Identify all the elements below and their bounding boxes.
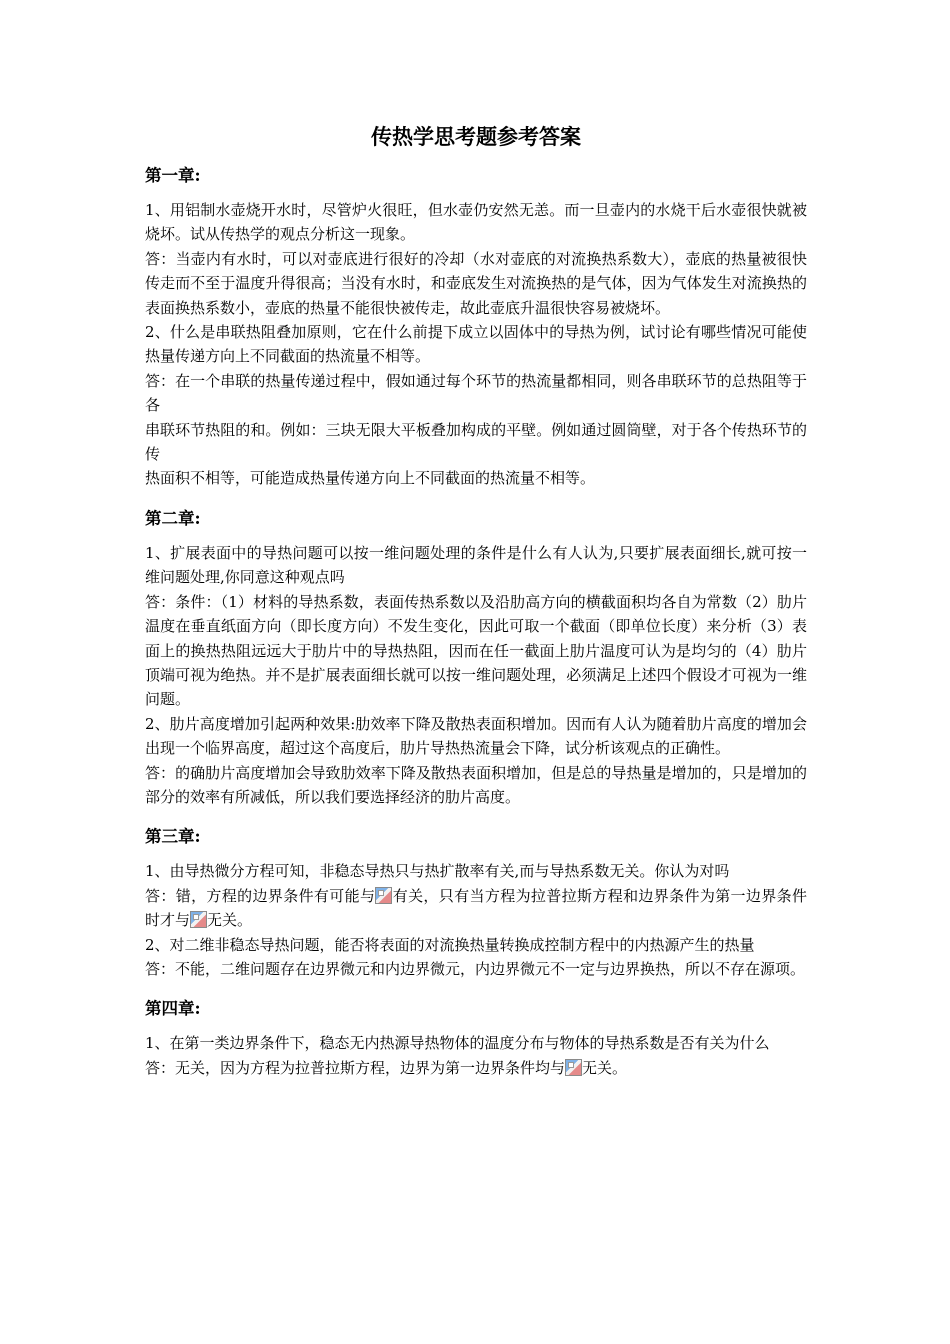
chapter-2-answer-2: 答：的确肋片高度增加会导致肋效率下降及散热表面积增加，但是总的导热量是增加的，只是增加的部分的效率有所减低，所以我们要选择经济的肋片高度。: [145, 763, 807, 806]
chapter-2-question-1: 1、扩展表面中的导热问题可以按一维问题处理的条件是什么有人认为,只要扩展表面细长,就可按一维问题处理,你同意这种观点吗: [145, 543, 807, 587]
chapter-4-heading: 第四章:: [145, 999, 201, 1019]
broken-image-icon: [565, 1059, 582, 1076]
chapter-2-answer-1: 答：条件：（1）材料的导热系数，表面传热系数以及沿肋高方向的横截面积均各自为常数（2）肋片温度在垂直纸面方向（即长度方向）不发生变化，因此可取一个截面（即单位长度）来分析（3）表面上的换热热阻远远大于肋片中的导热热阻，因而在任一截面上肋片温度可认为是均匀的（4）肋片顶端可视为绝热。并不是扩展表面细长就可以按一维问题处理，必须满足上述四个假设才可视为一维问题。: [145, 592, 807, 709]
document-page: [145, 122, 807, 1080]
chapter-3-question-2: 2、对二维非稳态导热问题，能否将表面的对流换热量转换成控制方程中的内热源产生的热量: [145, 935, 755, 954]
broken-image-icon: [375, 887, 392, 904]
chapter-3-question-1: 1、由导热微分方程可知，非稳态导热只与热扩散率有关,而与导热系数无关。你认为对吗: [145, 862, 730, 881]
chapter-2-heading: 第二章:: [145, 508, 201, 528]
chapter-1-answer-2-line-2: 串联环节热阻的和。例如：三块无限大平板叠加构成的平壁。例如通过圆筒壁，对于各个传热环节的传: [145, 420, 807, 464]
chapter-2-question-2: 2、肋片高度增加引起两种效果:肋效率下降及散热表面积增加。因而有人认为随着肋片高度的增加会出现一个临界高度，超过这个高度后，肋片导热热流量会下降，试分析该观点的正确性。: [145, 714, 807, 758]
broken-image-icon: [190, 911, 207, 928]
chapter-1-answer-1: 答：当壶内有水时，可以对壶底进行很好的冷却（水对壶底的对流换热系数大），壶底的热量被很快传走而不至于温度升得很高；当没有水时，和壶底发生对流换热的是气体，因为气体发生对流换热的表面换热系数小，壶底的热量不能很快被传走，故此壶底升温很快容易被烧坏。: [145, 249, 807, 317]
chapter-1-question-2: 2、什么是串联热阻叠加原则，它在什么前提下成立以固体中的导热为例，试讨论有哪些情况可能使热量传递方向上不同截面的热流量不相等。: [145, 323, 807, 366]
chapter-1-answer-2-line-1: 答：在一个串联的热量传递过程中，假如通过每个环节的热流量都相同，则各串联环节的总热阻等于各: [145, 371, 807, 415]
chapter-1-answer-2-line-3: 热面积不相等，可能造成热量传递方向上不同截面的热流量不相等。: [145, 469, 596, 488]
document-title: 传热学思考题参考答案: [371, 124, 581, 149]
chapter-1-question-1: 1、用铝制水壶烧开水时，尽管炉火很旺，但水壶仍安然无恙。而一旦壶内的水烧干后水壶很快就被烧坏。试从传热学的观点分析这一现象。: [145, 201, 807, 244]
chapter-4-question-1: 1、在第一类边界条件下，稳态无内热源导热物体的温度分布与物体的导热系数是否有关为什么: [145, 1034, 770, 1053]
chapter-3-answer-1: 答：错，方程的边界条件有可能与 有关，只有当方程为拉普拉斯方程和边界条件为第一边界条件时才与 无关。: [145, 886, 807, 930]
chapter-3-heading: 第三章:: [145, 827, 201, 847]
chapter-4-answer-1: 答：无关，因为方程为拉普拉斯方程，边界为第一边界条件均与 无关。: [145, 1058, 628, 1077]
chapter-3-answer-2: 答：不能，二维问题存在边界微元和内边界微元，内边界微元不一定与边界换热，所以不存在源项。: [145, 959, 806, 978]
chapter-1-heading: 第一章:: [145, 166, 201, 185]
